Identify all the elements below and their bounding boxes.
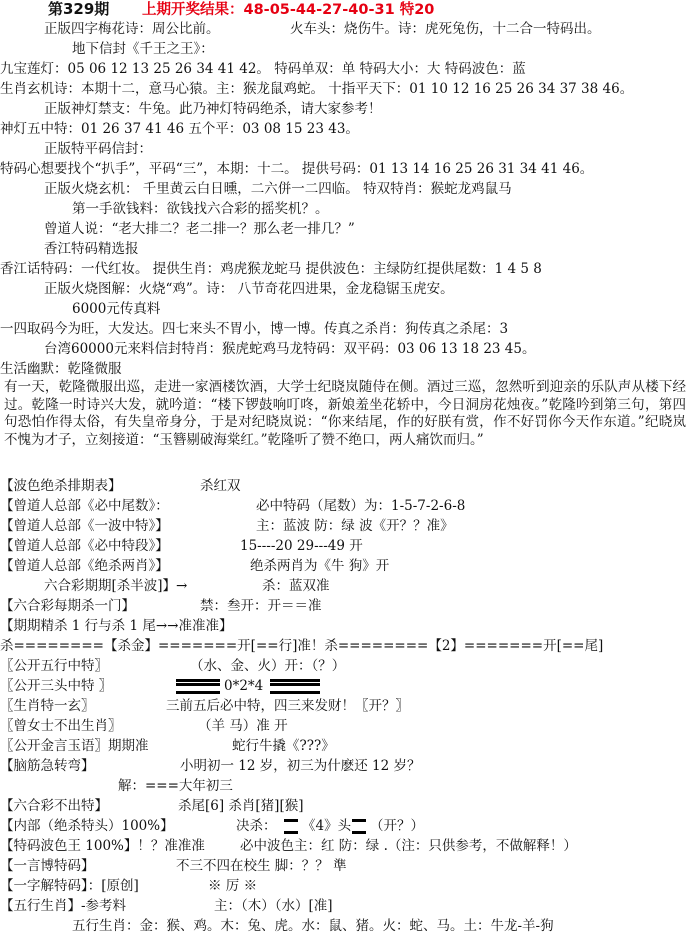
brain-teaser-label: 【脑筋急转弯】 (0, 758, 95, 774)
kill-half-wave-label: 六合彩期期[杀半波]】→ (44, 578, 188, 594)
golden-words-label: 〖公开金言玉语〗期期准 (0, 738, 149, 754)
internal-kill-head-value: 《4》头 (302, 818, 352, 834)
plum-blossom-poem: 正版四字梅花诗：周公比前。 (44, 21, 220, 37)
special-number-riddle: 特码心想要找个“扒手”，平码“三”，本期：十二。 提供号码：01 13 14 16 25 26 31 34 41 46。 (0, 161, 594, 177)
nine-lotus-lamp-line: 九宝莲灯：05 06 12 13 25 26 34 41 42。 特码单双：单 特码大小：大 特码波色：蓝 (0, 61, 526, 77)
special-segment-value: 15----20 29---49 开 (240, 538, 363, 554)
wave-color-table-label: 【波色绝杀排期表】 (0, 478, 122, 494)
one-wave-label: 【曾道人总部《一波中特》】 (0, 518, 169, 534)
wave-color-table-value: 杀红双 (200, 478, 241, 494)
kill-one-door-value: 禁：叁开：开＝＝准 (200, 598, 322, 614)
kill-one-door-label: 【六合彩每期杀一门】 (0, 598, 135, 614)
three-heads-bars-right (270, 678, 320, 695)
three-heads-bars-left (176, 678, 220, 695)
tail-number-value: 必中特码（尾数）为：1-5-7-2-6-8 (256, 498, 466, 514)
five-elements-value: （水、金、火）开：（？） (190, 658, 346, 674)
madam-zeng-value: （羊 马）准 开 (198, 718, 288, 734)
internal-kill-head-prefix: 决杀： (236, 818, 277, 834)
issue-number: 第329期 (48, 0, 110, 18)
no-special-value: 杀尾[6] 杀肖[猪][猴] (178, 798, 304, 814)
wave-king-label: 【特码波色王 100%】！？准准准 (0, 838, 205, 854)
one-char-special-value: ※ 厉 ※ (208, 878, 258, 894)
five-elements-label: 〖公开五行中特〗 (0, 658, 108, 674)
zodiac-mystery-label: 〖生肖特一玄〗 (0, 698, 95, 714)
madam-zeng-label: 〖曾女士不出生肖〗 (0, 718, 122, 734)
zodiac-mystery-value: 三前五后必中特，四三来发财！〖开？〗 (166, 698, 409, 714)
humor-title: 生活幽默：乾隆微服 (0, 361, 122, 377)
special-number-envelope-title: 正版特平码信封： (44, 141, 152, 157)
one-word-special-value: 不三不四在校生 脚：？？ 準 (176, 858, 347, 874)
humor-story: 有一天，乾隆微服出巡，走进一家酒楼饮酒，大学士纪晓岚随侍在侧。酒过三巡，忽然听到迎亲的乐队声从楼下经过。乾隆一时诗兴大发，就吟道：“楼下锣鼓响叮咚，新娘羞坐花轿中，今日洞房花烛夜。”乾隆吟到第三句，第四句恐怕作得太俗，有失皇帝身分，于是对纪晓岚说：“你来结尾，作的好朕有赏，作不好罚你今天作东道。”纪晓岚不愧为才子，立刻接道：“玉簪剔破海棠红。”乾隆听了赞不绝口，两人痛饮而归。” (4, 379, 686, 448)
zodiac-mystery-poem: 生肖玄机诗：本期十二，意马心猿。主：猴龙鼠鸡蛇。 十指平天下：01 10 12 16 25 26 34 37 38 46。 (0, 81, 634, 97)
brain-teaser-question: 小明初一 12 岁，初三为什麽还 12 岁？ (180, 758, 421, 774)
tail-number-label: 【曾道人总部《必中尾数》： (0, 498, 169, 514)
five-element-zodiac-list: 五行生肖：金：猴、鸡。木：兔、虎。水：鼠、猪。火：蛇、马。土：牛龙-羊-狗 (72, 918, 554, 934)
xiangjiang-special-line: 香江话特码：一代红妆。 提供生肖：鸡虎猴龙蛇马 提供波色：主绿防红提供尾数：1 4 5 8 (0, 261, 542, 277)
first-hand-material: 第一手欲钱料：欲钱找六合彩的摇奖机？。 (72, 201, 329, 217)
special-segment-label: 【曾道人总部《必中特段》】 (0, 538, 169, 554)
magic-lamp-ban: 正版神灯禁支：牛兔。此乃神灯特码绝杀，请大家参考！ (44, 101, 382, 117)
one-word-special-label: 【一言博特码】 (0, 858, 95, 874)
brain-teaser-answer: 解：===大年初三 (118, 778, 233, 794)
fax-material-line: 一四取码今为旺，大发达。四七来头不胃小，博一博。传真之杀肖：狗传真之杀尾：3 (0, 321, 509, 337)
fax-material-title: 6000元传真料 (72, 301, 161, 317)
train-head-line: 火车头：烧伤牛。诗：虎死兔伤，十二合一特码出。 (290, 21, 601, 37)
xiangjiang-header: 香江特码精选报 (44, 241, 139, 257)
no-special-label: 【六合彩不出特】 (0, 798, 108, 814)
kill-element-tail-line: 杀========【杀金】=======开[==行]准！杀========【2】=======开[==尾] (0, 638, 604, 654)
three-heads-label: 〖公开三头中特 〗 (0, 678, 113, 694)
taiwan-envelope-line: 台湾60000元来料信封特肖：猴虎蛇鸡马龙特码：双平码：03 06 13 18 23 45。 (44, 341, 536, 357)
fire-picture-explanation: 正版火烧图解：火烧“鸡”。诗： 八节奇花四进果，金龙稳锯玉虎安。 (44, 281, 454, 297)
internal-kill-head-label: 【内部（绝杀特头）100%】 (0, 818, 174, 834)
kill-element-tail-label: 【期期精杀 1 行与杀 1 尾→→准准准】 (0, 618, 233, 634)
kill-half-wave-value: 杀：蓝双准 (262, 578, 330, 594)
zeng-daoren-saying: 曾道人说：“老大排二？老二排一？那么老一排几？” (44, 221, 355, 237)
previous-result: 上期开奖结果：48-05-44-27-40-31 特20 (142, 2, 435, 18)
three-heads-value: 0*2*4 (224, 678, 264, 694)
golden-words-value: 蛇行牛撬《???》 (232, 738, 335, 754)
internal-kill-head-suffix: （开？） (370, 818, 424, 834)
kill-head-bars-left (284, 818, 298, 835)
one-wave-value: 主：蓝波 防：绿 波《开？？准》 (256, 518, 454, 534)
kill-head-bars-right (352, 818, 366, 835)
one-char-special-label: 【一字解特码】：[原创] (0, 878, 139, 894)
fire-mystery-line: 正版火烧玄机： 千里黄云白日曛，二六併一二四临。 特双特肖：猴蛇龙鸡鼠马 (44, 181, 512, 197)
five-element-zodiac-label: 【五行生肖】-参考料 (0, 898, 127, 914)
wave-king-value: 必中波色主：红 防：绿 .（注：只供参考，不做解释！） (240, 838, 577, 854)
five-element-zodiac-value: 主：（木）（水）[准] (214, 898, 333, 914)
magic-lamp-five-numbers: 神灯五中特：01 26 37 41 46 五个平：03 08 15 23 43。 (0, 121, 359, 137)
kill-two-zodiac-value: 绝杀两肖为《牛 狗》开 (250, 558, 390, 574)
kill-two-zodiac-label: 【曾道人总部《绝杀两肖》】 (0, 558, 169, 574)
underground-envelope-title: 地下信封《千王之王》： (72, 41, 214, 57)
